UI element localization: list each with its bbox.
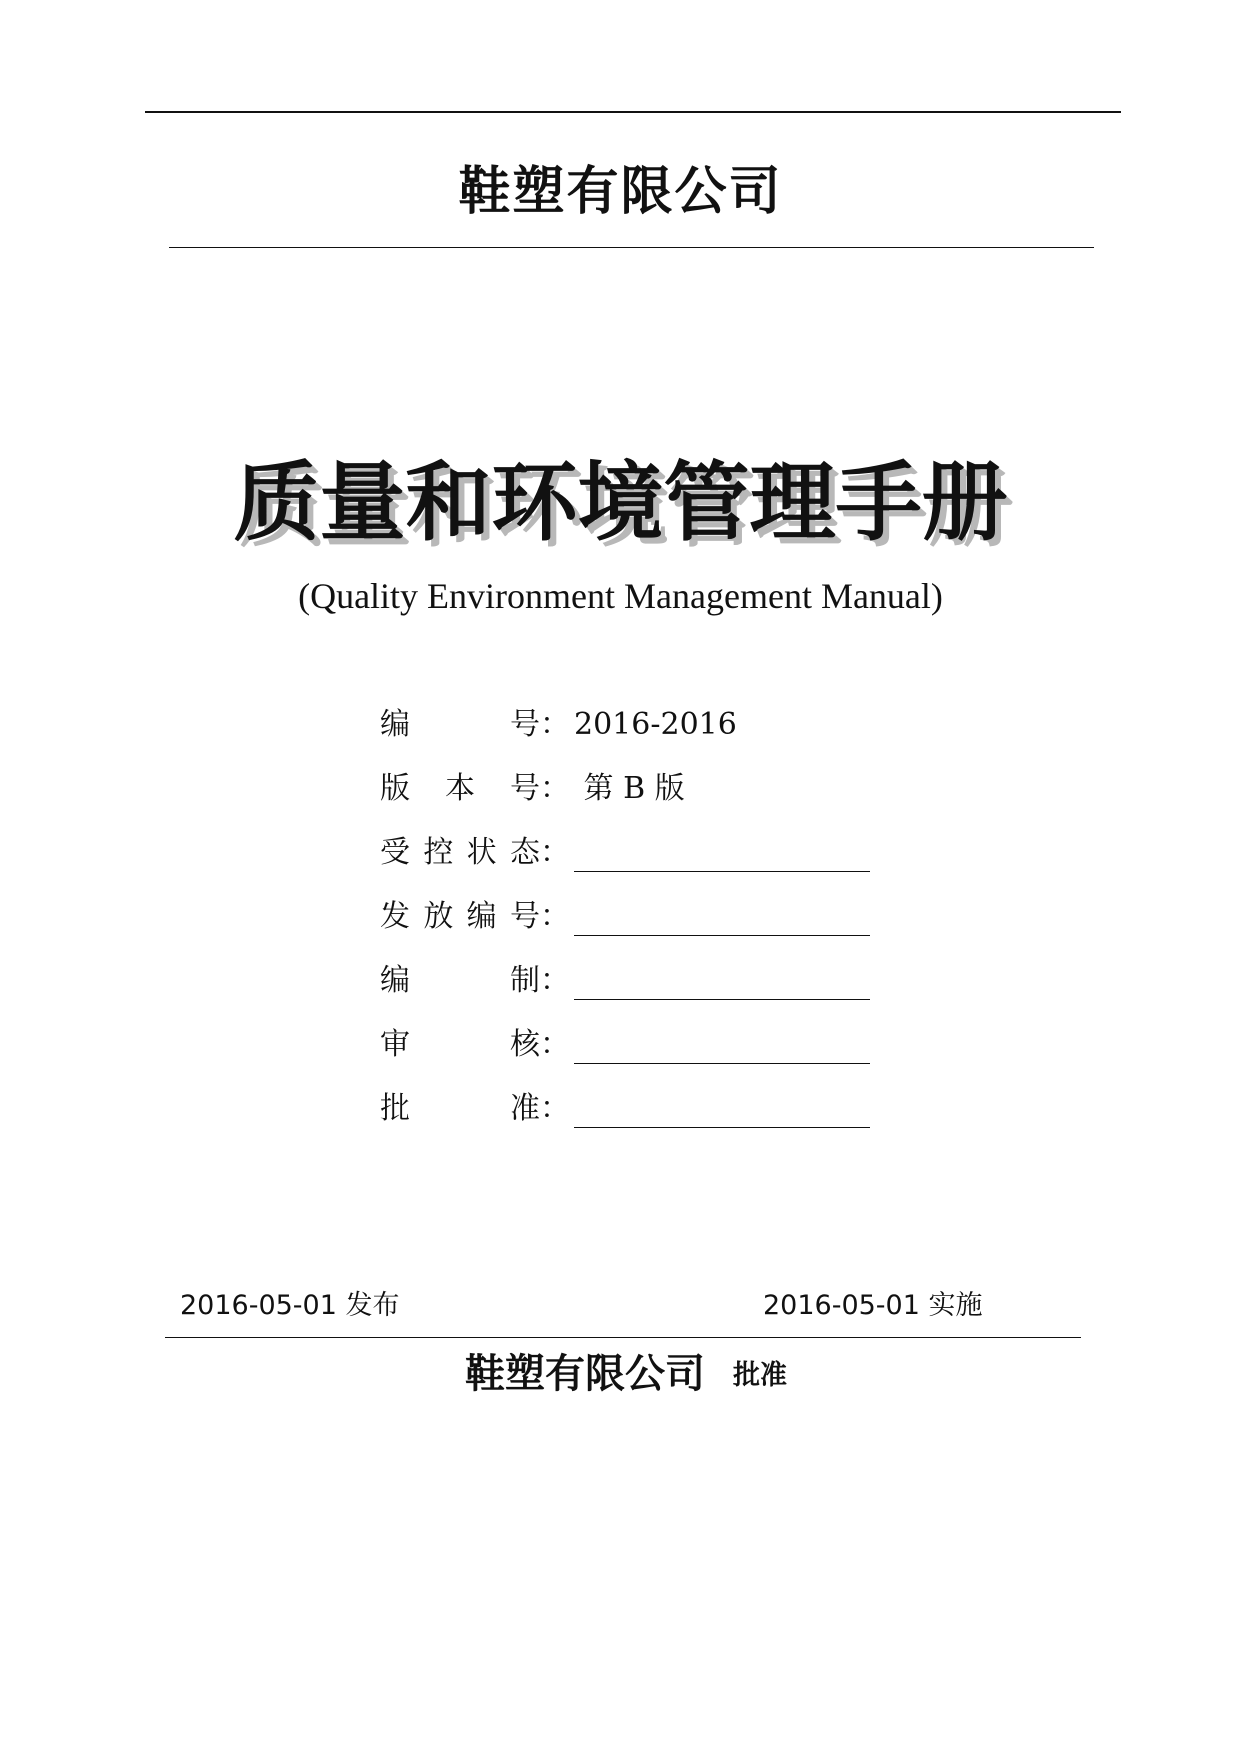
info-row-issue-number xyxy=(380,897,880,961)
release-date: 2016-05-01 发布 xyxy=(180,1290,400,1321)
info-label: 编 号 xyxy=(380,707,540,742)
info-row-approved-by xyxy=(380,1089,880,1153)
info-label: 发 放 编 号 xyxy=(380,899,540,934)
info-colon: ： xyxy=(540,707,570,742)
approved-by-field[interactable] xyxy=(574,1089,870,1128)
info-row-control-status xyxy=(380,833,880,897)
footer-rule xyxy=(165,1337,1081,1338)
reviewed-by-field[interactable] xyxy=(574,1025,870,1064)
control-status-field[interactable] xyxy=(574,833,870,872)
info-row-number xyxy=(380,705,880,769)
info-label: 批 准 xyxy=(380,1091,540,1126)
header-underline xyxy=(169,247,1094,248)
info-colon: ： xyxy=(540,1091,570,1126)
document-subtitle: (Quality Environment Management Manual) xyxy=(298,576,943,616)
version-value: 第 B 版 xyxy=(574,771,685,806)
footer-approved-label: 批准 xyxy=(733,1360,787,1391)
document-number-value: 2016-2016 xyxy=(574,707,737,742)
info-colon: ： xyxy=(540,963,570,998)
implementation-date: 2016-05-01 实施 xyxy=(763,1290,983,1321)
document-title: 质量和环境管理手册 xyxy=(233,453,1008,553)
top-rule xyxy=(145,111,1121,113)
info-label: 编 制 xyxy=(380,963,540,998)
info-row-version xyxy=(380,769,880,833)
info-colon: ： xyxy=(540,835,570,870)
info-label: 审 核 xyxy=(380,1027,540,1062)
footer-company-name: 鞋塑有限公司 xyxy=(465,1351,705,1397)
info-row-prepared-by xyxy=(380,961,880,1025)
prepared-by-field[interactable] xyxy=(574,961,870,1000)
info-row-reviewed-by xyxy=(380,1025,880,1089)
info-label: 受 控 状 态 xyxy=(380,835,540,870)
document-info-block xyxy=(380,705,880,1153)
info-colon: ： xyxy=(540,771,570,806)
issue-number-field[interactable] xyxy=(574,897,870,936)
info-colon: ： xyxy=(540,899,570,934)
info-colon: ： xyxy=(540,1027,570,1062)
info-label: 版 本 号 xyxy=(380,771,540,806)
company-name-header: 鞋塑有限公司 xyxy=(458,162,783,222)
